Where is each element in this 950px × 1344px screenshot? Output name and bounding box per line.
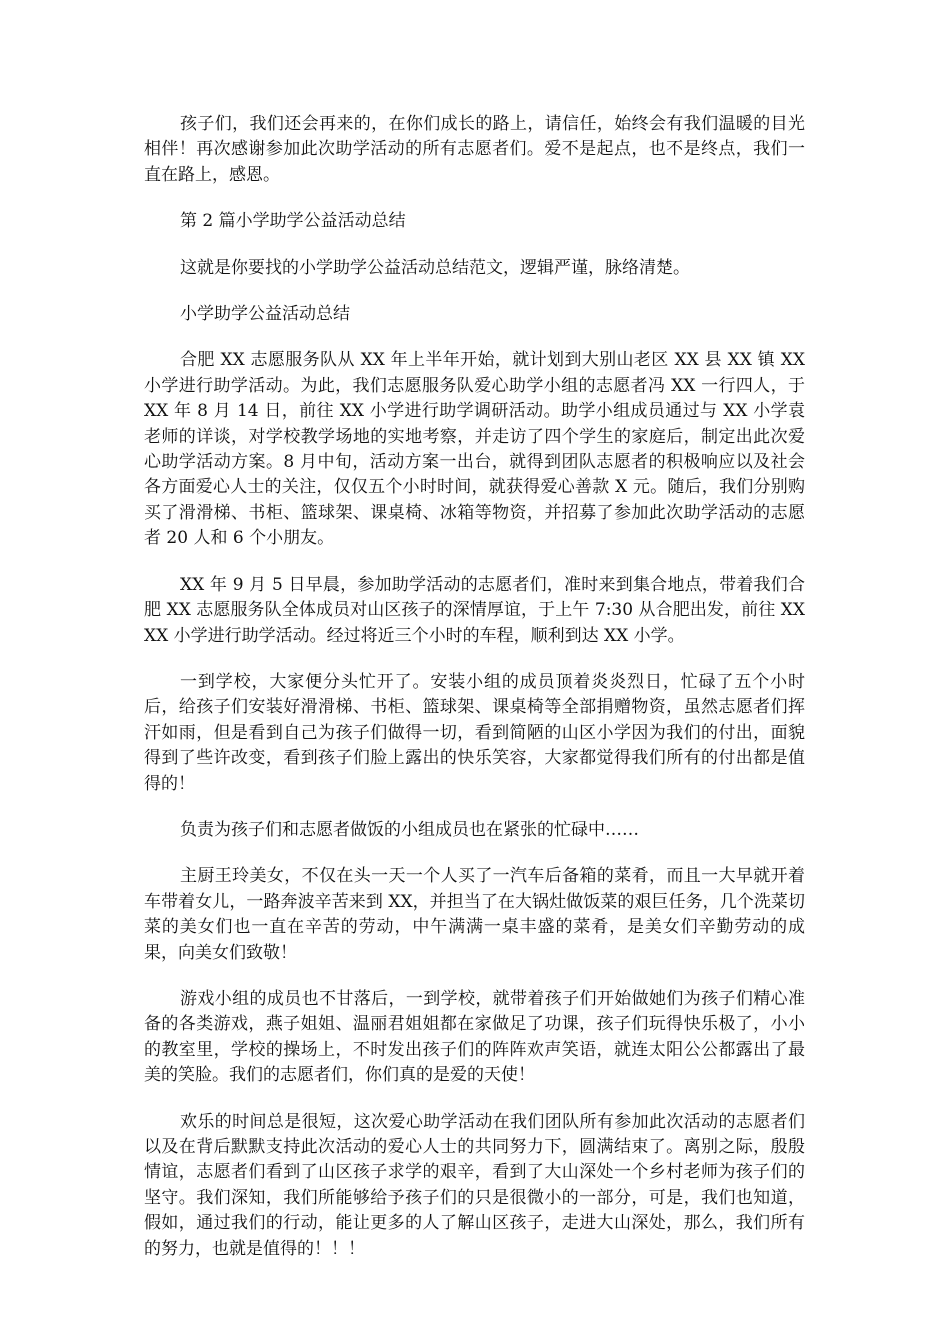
paragraph-games: 游戏小组的成员也不甘落后，一到学校，就带着孩子们开始做她们为孩子们精心准备的各类游戏，燕子姐姐、温丽君姐姐都在家做足了功课，孩子们玩得快乐极了，小小的教室里，学校的操场上，不时发出孩子们的阵阵欢声笑语，就连太阳公公都露出了最美的笑脸。我们的志愿者们，你们真的是爱的天使！	[144, 988, 805, 1086]
intro-note: 这就是你要找的小学助学公益活动总结范文，逻辑严谨，脉络清楚。	[180, 257, 690, 278]
paragraph-chef: 主厨王玲美女，不仅在头一天一个人买了一汽车后备箱的菜肴，而且一大早就开着车带着女儿，一路奔波辛苦来到 XX，并担当了在大锅灶做饭菜的艰巨任务，几个洗菜切菜的美女们也一直在辛苦的劳动，中午满满一桌丰盛的菜肴，是美女们辛勤劳动的成果，向美女们致敬！	[144, 866, 805, 963]
article-title: 小学助学公益活动总结	[180, 304, 350, 325]
paragraph-departure: XX 年 9 月 5 日早晨，参加助学活动的志愿者们，准时来到集合地点，带着我们合肥 XX 志愿服务队全体成员对山区孩子的深情厚谊，于上午 7:30 从合肥出发，前往 XXXX 小学进行助学活动。经过将近三个小时的车程，顺利到达 XX 小学。	[144, 574, 805, 646]
article-2-heading: 第 2 篇小学助学公益活动总结	[180, 211, 406, 232]
paragraph-farewell: 欢乐的时间总是很短，这次爱心助学活动在我们团队所有参加此次活动的志愿者们以及在背后默默支持此次活动的爱心人士的共同努力下，圆满结束了。离别之际，殷殷情谊，志愿者们看到了山区孩子求学的艰辛，看到了大山深处一个乡村老师为孩子们的坚守。我们深知，我们所能够给予孩子们的只是很微小的一部分，可是，我们也知道，假如，通过我们的行动，能让更多的人了解山区孩子，走进大山深处，那么，我们所有的努力，也就是值得的！！！	[144, 1111, 805, 1259]
paragraph-cooking-team: 负责为孩子们和志愿者做饭的小组成员也在紧张的忙碌中……	[180, 819, 639, 840]
paragraph-installation: 一到学校，大家便分头忙开了。安装小组的成员顶着炎炎烈日，忙碌了五个小时后，给孩子们安装好滑滑梯、书柜、篮球架、课桌椅等全部捐赠物资，虽然志愿者们挥汗如雨，但是看到自己为孩子们做得一切，看到简陋的山区小学因为我们的付出，面貌得到了些许改变，看到孩子们脸上露出的快乐笑容，大家都觉得我们所有的付出都是值得的！	[144, 671, 805, 794]
paragraph-closing-thanks: 孩子们，我们还会再来的，在你们成长的路上，请信任，始终会有我们温暖的目光相伴！再次感谢参加此次助学活动的所有志愿者们。爱不是起点，也不是终点，我们一直在路上，感恩。	[144, 114, 805, 185]
document-body	[144, 112, 805, 1283]
paragraph-plan: 合肥 XX 志愿服务队从 XX 年上半年开始，就计划到大别山老区 XX 县 XX 镇 XX 小学进行助学活动。为此，我们志愿服务队爱心助学小组的志愿者冯 XX 一行四人，于 XX 年 8 月 14 日，前往 XX 小学进行助学调研活动。助学小组成员通过与 XX 小学袁老师的详谈，对学校教学场地的实地考察，并走访了四个学生的家庭后，制定出此次爱心助学活动方案。8 月中旬，活动方案一出台，就得到团队志愿者的积极响应以及社会各方面爱心人士的关注，仅仅五个小时时间，就获得爱心善款 X 元。随后，我们分别购买了滑滑梯、书柜、篮球架、课桌椅、冰箱等物资，并招募了参加此次助学活动的志愿者 20 人和 6 个小朋友。	[144, 350, 805, 549]
